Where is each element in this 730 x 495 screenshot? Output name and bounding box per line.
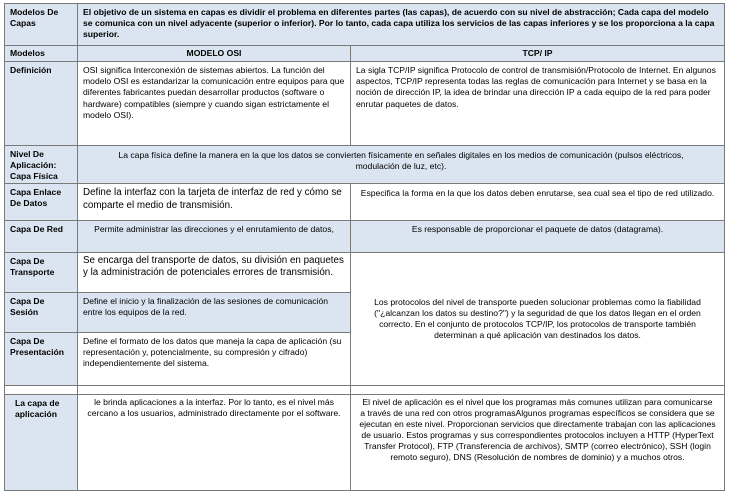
merged-capa-fisica: La capa física define la manera en la que los datos se convierten físicamente en señales digitales en los medios de comunicación (pulsos eléctricos, modulación de luz, etc).: [77, 145, 725, 184]
tcp-enlace-datos: Especifica la forma en la que los datos deben enrutarse, sea cual sea el tipo de red utilizado.: [350, 183, 725, 221]
osi-enlace-datos: Define la interfaz con la tarjeta de interfaz de red y cómo se comparte el medio de transmisión.: [77, 183, 351, 221]
header-tcpip: TCP/ IP: [350, 45, 725, 62]
intro-label: Modelos De Capas: [4, 3, 78, 46]
row-label-presentacion: Capa De Presentación: [4, 332, 78, 386]
row-label-sesion: Capa De Sesión: [4, 292, 78, 333]
osi-aplicacion: le brinda aplicaciones a la interfaz. Por lo tanto, es el nivel más cercano a los usuarios, administrado directamente por el software.: [77, 394, 351, 491]
intro-text: El objetivo de un sistema en capas es dividir el problema en diferentes partes (las capas), de acuerdo con su nivel de abstracción; Cada capa del modelo se comunica con un nivel adyacente (superior o inferior). Por lo tanto, cada capa utiliza los servicios de las capas inferiores y se los proporciona a la capa superior.: [77, 3, 725, 46]
osi-transporte: Se encarga del transporte de datos, su división en paquetes y la administración de potenciales errores de transmisión.: [77, 252, 351, 293]
tcp-transporte-merged: [350, 252, 725, 386]
row-label-definicion: Definición: [4, 61, 78, 146]
row-label-red: Capa De Red: [4, 220, 78, 253]
tcp-definicion: La sigla TCP/IP significa Protocolo de control de transmisión/Protocolo de Internet. En algunos aspectos, TCP/IP representa todas las reglas de comunicación para Internet y se basa en la noción de dirección IP, la idea de brindar una dirección IP a cada equipo de la red para poder enrutar paquetes de datos.: [350, 61, 725, 146]
osi-red: Permite administrar las direcciones y el enrutamiento de datos,: [77, 220, 351, 253]
osi-sesion: Define el inicio y la finalización de las sesiones de comunicación entre los equipos de la red.: [77, 292, 351, 333]
header-osi: MODELO OSI: [77, 45, 351, 62]
tcp-transporte-text: Los protocolos del nivel de transporte pueden solucionar problemas como la fiabilidad ("¿alcanzan los datos su destino?") y la seguridad de que los datos llegan en el orden correcto. En el conjunto de protocolos TCP/IP, los protocolos de transporte también determinan a qué aplicación van destinados los datos.: [374, 296, 701, 341]
row-label-transporte: Capa De Transporte: [4, 252, 78, 293]
row-label-enlace-datos: Capa Enlace De Datos: [4, 183, 78, 221]
osi-definicion: OSI significa Interconexión de sistemas abiertos. La función del modelo OSI es estandarizar la comunicación entre equipos para que diferentes fabricantes puedan desarrollar productos (software o hardware) compatibles (siempre y cuando sigan estrictamente el modelo OSI).: [77, 61, 351, 146]
osi-presentacion: Define el formato de los datos que maneja la capa de aplicación (su representación y, potencialmente, su compresión y cifrado) independientemente del sistema.: [77, 332, 351, 386]
header-models: Modelos: [4, 45, 78, 62]
row-label-aplicacion: La capa de aplicación: [4, 394, 78, 491]
tcp-red: Es responsable de proporcionar el paquete de datos (datagrama).: [350, 220, 725, 253]
tcp-aplicacion: El nivel de aplicación es el nivel que los programas más comunes utilizan para comunicarse a través de una red con otros programasAlgunos programas específicos se considera que se ejecutan en este nivel. Proporcionan servicios que directamente trabajan con las aplicaciones de usuario. Estos programas y sus correspondientes protocolos incluyen a HTTP (HyperText Transfer Protocol), FTP (Transferencia de archivos), SMTP (correo electrónico), SSH (login remoto seguro), DNS (Resolución de nombres de dominio) y a muchos otros.: [350, 394, 725, 491]
row-label-capa-fisica: Nivel De Aplicación: Capa Física: [4, 145, 78, 184]
